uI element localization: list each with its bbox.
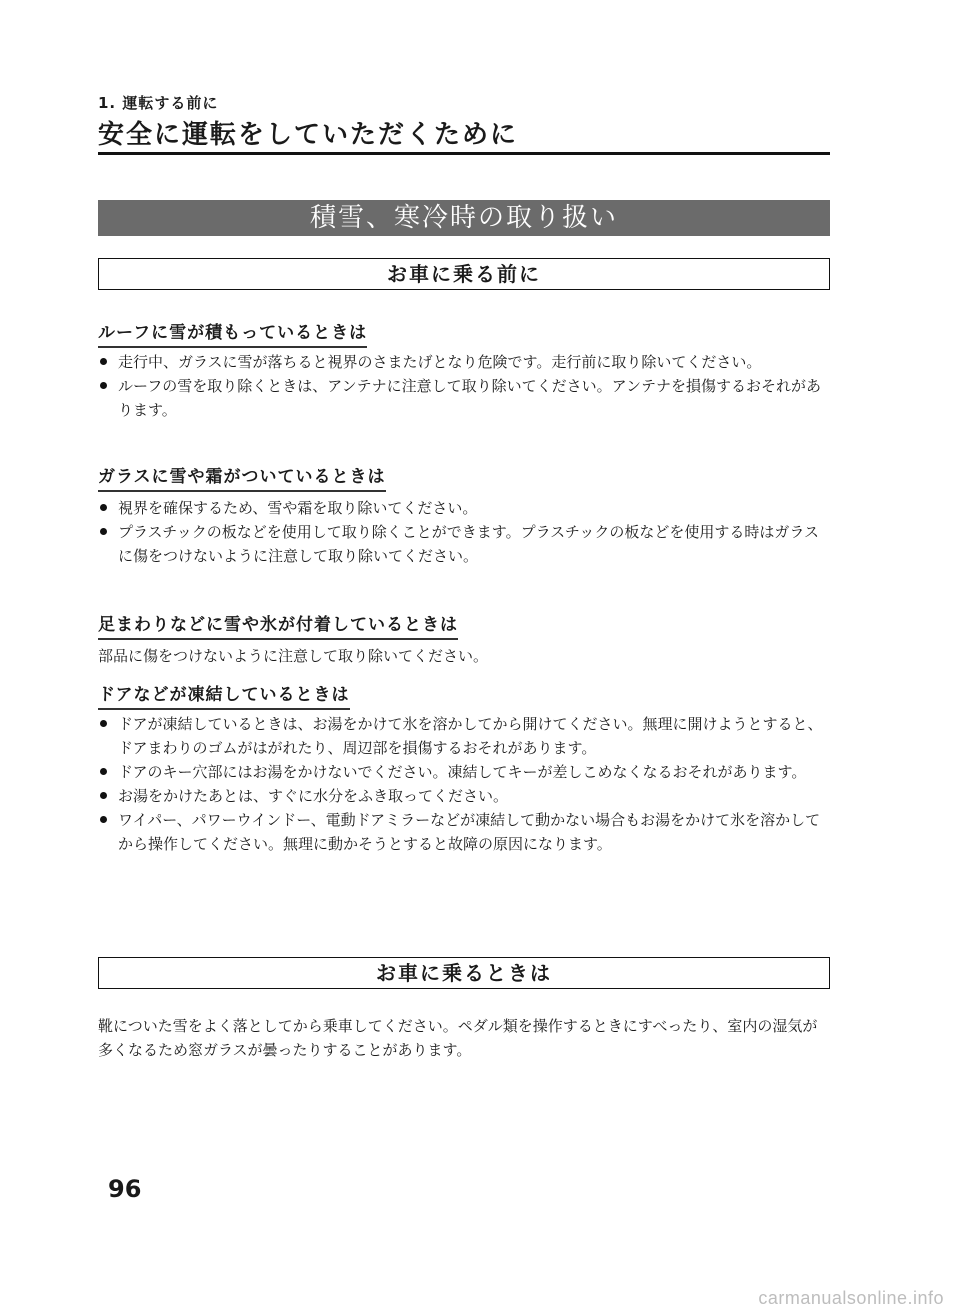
list-item: 走行中、ガラスに雪が落ちると視界のさまたげとなり危険です。走行前に取り除いてください。 <box>98 350 830 374</box>
roof-snow-list <box>98 350 830 422</box>
subheading-frozen-doors: ドアなどが凍結しているときは <box>98 680 350 710</box>
list-item: ルーフの雪を取り除くときは、アンテナに注意して取り除いてください。アンテナを損傷するおそれがあります。 <box>98 374 830 422</box>
section-banner: 積雪、寒冷時の取り扱い <box>98 200 830 236</box>
list-item: ドアが凍結しているときは、お湯をかけて氷を溶かしてから開けてください。無理に開けようとすると、ドアまわりのゴムがはがれたり、周辺部を損傷するおそれがあります。 <box>98 712 830 760</box>
subheading-snow-on-underbody: 足まわりなどに雪や氷が付着しているときは <box>98 610 458 640</box>
list-item: プラスチックの板などを使用して取り除くことができます。プラスチックの板などを使用する時はガラスに傷をつけないように注意して取り除いてください。 <box>98 520 830 568</box>
list-item: 視界を確保するため、雪や霜を取り除いてください。 <box>98 496 830 520</box>
frozen-doors-list <box>98 712 830 856</box>
subheading-snow-on-roof: ルーフに雪が積もっているときは <box>98 318 367 348</box>
section-heading-before-boarding: お車に乗る前に <box>98 258 830 290</box>
watermark: carmanualsonline.info <box>758 1288 944 1308</box>
boarding-text: 靴についた雪をよく落としてから乗車してください。ペダル類を操作するときにすべったり、室内の湿気が多くなるため窓ガラスが曇ったりすることがあります。 <box>98 1017 818 1059</box>
list-item: お湯をかけたあとは、すぐに水分をふき取ってください。 <box>98 784 830 808</box>
list-item: ドアのキー穴部にはお湯をかけないでください。凍結してキーが差しこめなくなるおそれがあります。 <box>98 760 830 784</box>
glass-snow-list <box>98 496 830 568</box>
section-heading-when-boarding: お車に乗るときは <box>98 957 830 989</box>
page-number: 96 <box>108 1175 142 1203</box>
subheading-snow-on-glass: ガラスに雪や霜がついているときは <box>98 462 386 492</box>
underbody-text: 部品に傷をつけないように注意して取り除いてください。 <box>98 647 489 665</box>
chapter-label: 1. 運転する前に <box>98 94 219 112</box>
page-title: 安全に運転をしていただくために <box>98 120 519 150</box>
list-item: ワイパー、パワーウインドー、電動ドアミラーなどが凍結して動かない場合もお湯をかけて氷を溶かしてから操作してください。無理に動かそうとすると故障の原因になります。 <box>98 808 830 856</box>
title-divider <box>98 152 830 155</box>
